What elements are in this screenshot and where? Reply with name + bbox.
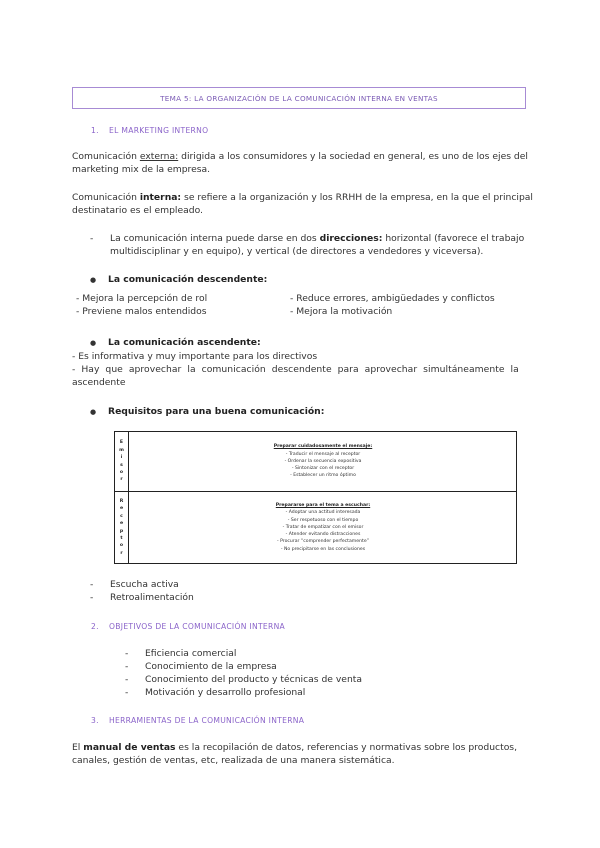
label-letter: o — [119, 543, 124, 549]
subheading: La comunicación ascendente: — [108, 337, 261, 348]
label-letter: r — [120, 477, 123, 483]
keyword: manual de ventas — [83, 742, 176, 753]
label-letter: t — [120, 535, 123, 541]
cell-title: Preparar cuidadosamente el mensaje: — [273, 444, 373, 450]
text: es la recopilación de datos, referencias y normativas sobre los productos, — [175, 742, 518, 753]
row-label-receptor — [115, 492, 129, 563]
text: Eficiencia comercial — [145, 648, 237, 659]
label-letter: s — [120, 462, 123, 468]
label-letter: p — [119, 528, 124, 534]
list-item — [125, 673, 362, 686]
dash: - — [125, 661, 129, 672]
dash: - — [125, 687, 129, 698]
descendente-right — [290, 292, 495, 318]
cell-item: - Ordenar la secuencia expositiva — [284, 458, 362, 464]
dash: - — [90, 579, 94, 590]
cell-item: - Adoptar una actitud interesada — [285, 510, 361, 516]
list-item — [90, 591, 194, 604]
table-row-receptor — [115, 492, 516, 563]
label-letter: E — [119, 440, 124, 446]
paragraph-interna — [72, 191, 533, 217]
objetivos-list — [125, 647, 362, 699]
subheading: La comunicación descendente: — [108, 274, 268, 285]
text: horizontal (favorece el trabajo — [382, 233, 525, 244]
list-item: - Hay que aprovechar la comunicación descendente para aprovechar simultáneamente la — [72, 364, 519, 375]
cell-item: - Establecer un ritmo óptimo — [290, 473, 356, 479]
text: canales, gestión de ventas, etc, realizada de una manera sistemática. — [72, 755, 395, 766]
cell-title: Prepararse para el tema a escuchar: — [275, 503, 371, 509]
text: Comunicación — [72, 192, 140, 203]
paragraph-direcciones — [90, 232, 524, 258]
cell-item: - Atender evitando distracciones — [285, 532, 361, 538]
section-number: 3. — [91, 716, 99, 725]
heading-descendente — [90, 273, 267, 287]
list-item: - Mejora la motivación — [290, 306, 393, 317]
text: Conocimiento de la empresa — [145, 661, 277, 672]
text: Retroalimentación — [110, 592, 194, 603]
text: multidisciplinar y en equipo), y vertical (de directores a vendedores y viceversa). — [110, 246, 484, 257]
label-letter: c — [120, 513, 123, 519]
ascendente-text — [72, 350, 527, 389]
label-letter: r — [120, 550, 123, 556]
bullet-icon: ● — [90, 408, 97, 416]
section-number: 1. — [91, 126, 99, 135]
subheading: Requisitos para una buena comunicación: — [108, 406, 325, 417]
section-heading-2 — [91, 622, 285, 631]
requirements-table — [114, 431, 517, 564]
paragraph-externa — [72, 150, 528, 176]
text: Motivación y desarrollo profesional — [145, 687, 306, 698]
label-letter: i — [120, 455, 123, 461]
keyword: direcciones: — [319, 233, 383, 244]
list-item: - Mejora la percepción de rol — [76, 293, 208, 304]
cell-content-emisor — [130, 432, 516, 491]
keyword: externa: — [139, 151, 179, 162]
dash: - — [125, 674, 129, 685]
text: El — [72, 742, 84, 753]
section-title: HERRAMIENTAS DE LA COMUNICACIÓN INTERNA — [109, 716, 305, 725]
list-item — [125, 660, 362, 673]
heading-ascendente — [90, 336, 261, 350]
text: Comunicación — [72, 151, 140, 162]
heading-requisitos — [90, 405, 324, 419]
section-heading-3 — [91, 716, 304, 725]
section-number: 2. — [91, 622, 99, 631]
list-item: - Reduce errores, ambigüedades y conflictos — [290, 293, 495, 304]
section-title: OBJETIVOS DE LA COMUNICACIÓN INTERNA — [109, 622, 286, 631]
table-row-emisor — [115, 432, 516, 492]
text: marketing mix de la empresa. — [72, 164, 211, 175]
label-letter: o — [119, 469, 124, 475]
text: destinatario es el empleado. — [72, 205, 203, 216]
text: Escucha activa — [110, 579, 179, 590]
cell-item: - Sintonizar con el receptor — [291, 466, 355, 472]
label-letter: e — [119, 521, 124, 527]
section-heading-1 — [91, 126, 208, 135]
text: se refiere a la organización y los RRHH de la empresa, en la que el principal — [181, 192, 533, 203]
cell-item: - No precipitarse en las conclusiones — [280, 546, 366, 552]
cell-item: - Tratar de empatizar con el emisor — [282, 524, 364, 530]
dash: - — [125, 648, 129, 659]
cell-item: - Procurar “comprender perfectamente” — [276, 539, 370, 545]
cell-item: - Ser respetuoso con el tiempo — [287, 517, 359, 523]
text: ascendente — [72, 377, 126, 388]
label-letter: R — [119, 498, 124, 504]
dash: - — [90, 233, 94, 244]
label-letter: e — [119, 506, 124, 512]
dash: - — [90, 592, 94, 603]
list-item — [125, 647, 362, 660]
page-title: TEMA 5: LA ORGANIZACIÓN DE LA COMUNICACIÓN INTERNA EN VENTAS — [72, 87, 526, 109]
list-item — [90, 578, 194, 591]
list-item: - Es informativa y muy importante para los directivos — [72, 351, 318, 362]
list-item: - Previene malos entendidos — [76, 306, 207, 317]
label-letter: m — [119, 447, 124, 453]
text: Conocimiento del producto y técnicas de venta — [145, 674, 363, 685]
bullet-icon: ● — [90, 276, 97, 284]
text: La comunicación interna puede darse en dos — [110, 233, 320, 244]
feedback-list — [90, 578, 194, 604]
section-title: EL MARKETING INTERNO — [109, 126, 209, 135]
cell-item: - Traducir el mensaje al receptor — [285, 451, 361, 457]
row-label-emisor — [115, 432, 129, 491]
descendente-left — [76, 292, 207, 318]
text: dirigida a los consumidores y la sociedad en general, es uno de los ejes del — [178, 151, 528, 162]
cell-content-receptor — [130, 492, 516, 563]
bullet-icon: ● — [90, 339, 97, 347]
paragraph-manual — [72, 741, 517, 767]
keyword: interna: — [139, 192, 182, 203]
list-item — [125, 686, 362, 699]
